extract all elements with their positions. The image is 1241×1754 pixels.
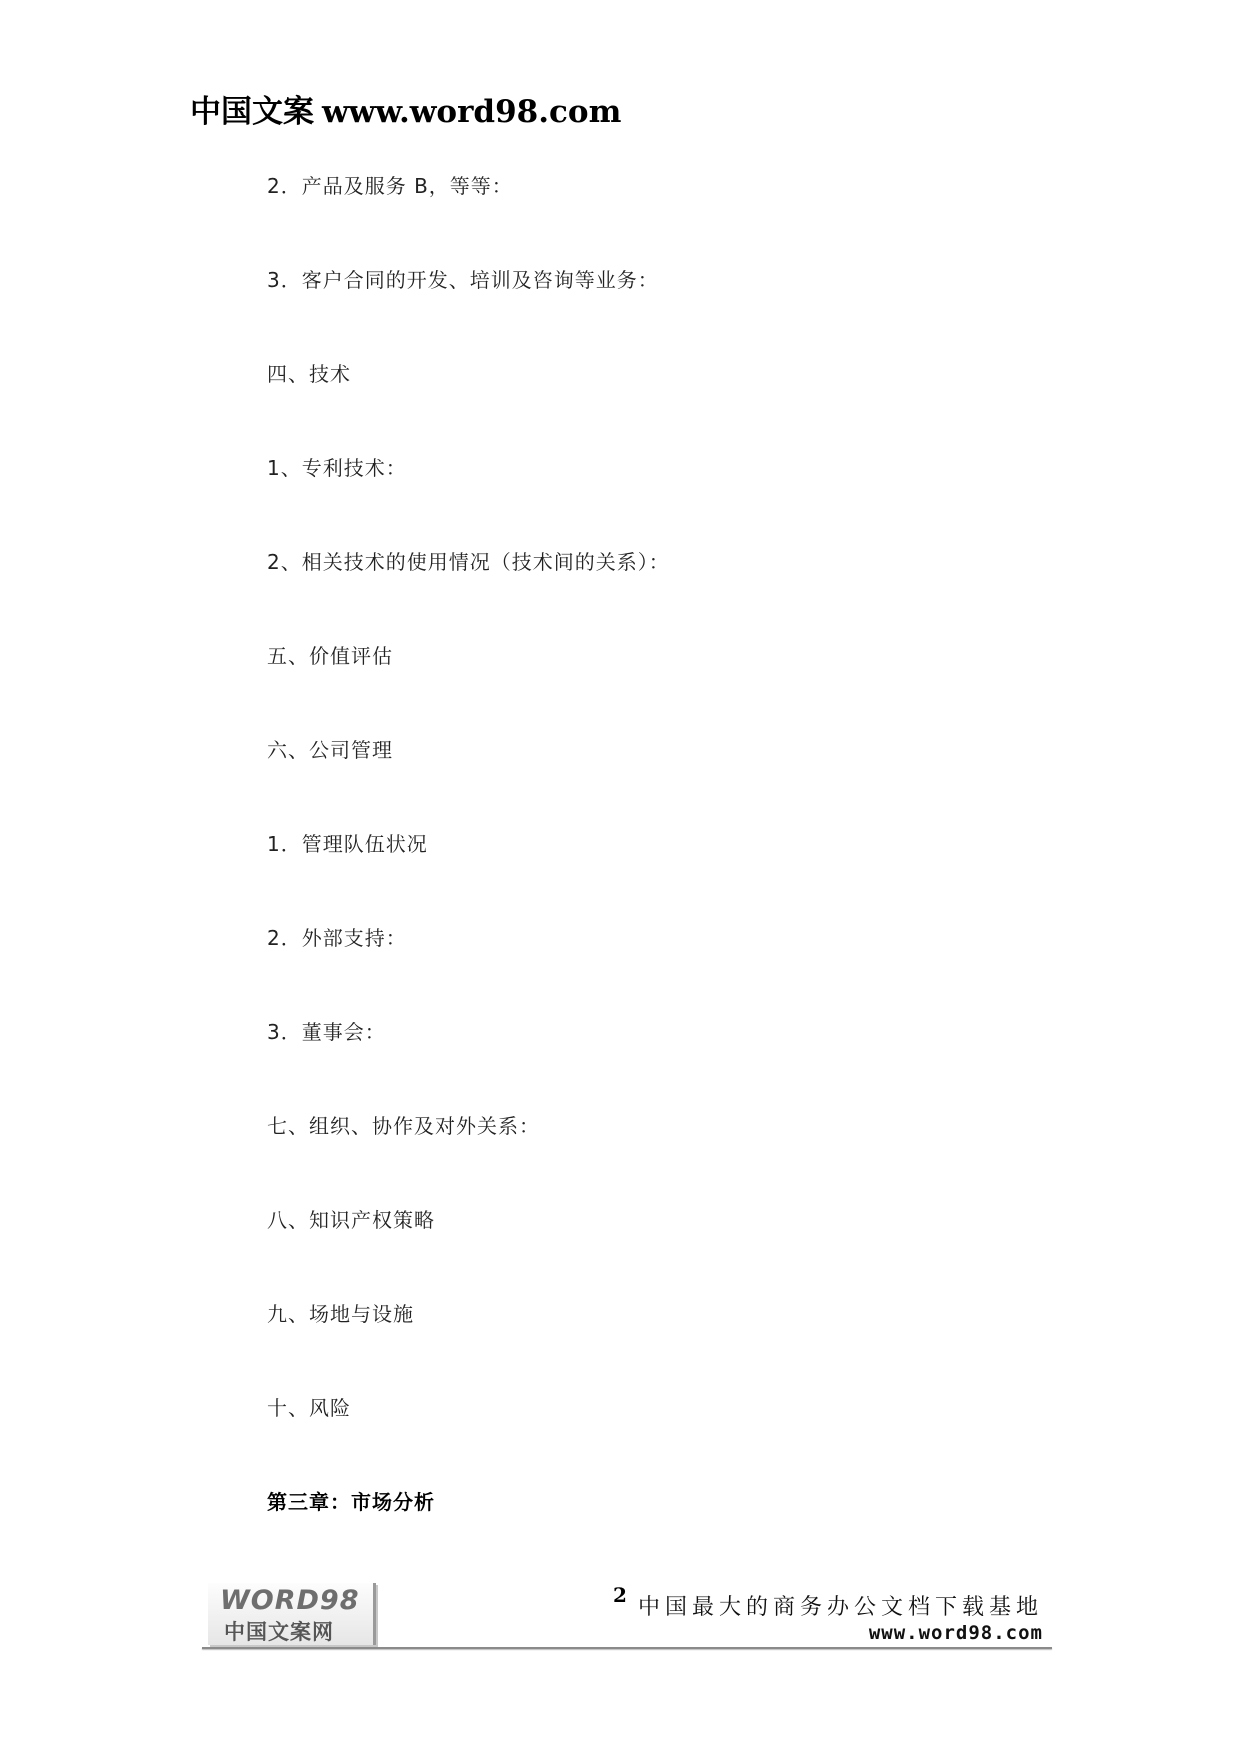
body-line: 2．外部支持： <box>267 926 407 950</box>
section-heading: 五、价值评估 <box>267 644 393 668</box>
section-heading: 九、场地与设施 <box>267 1302 414 1326</box>
section-heading: 六、公司管理 <box>267 738 393 762</box>
header-brand: 中国文案 <box>190 94 314 130</box>
section-heading: 八、知识产权策略 <box>267 1208 435 1232</box>
body-line: 1．管理队伍状况 <box>267 832 428 856</box>
body-line: 2、相关技术的使用情况（技术间的关系）： <box>267 550 670 574</box>
footer-divider <box>202 1647 1052 1649</box>
chapter-heading: 第三章：市场分析 <box>267 1490 435 1514</box>
header-site: www.word98.com <box>322 94 622 130</box>
body-line: 1、专利技术： <box>267 456 407 480</box>
page-number: 2 <box>613 1583 627 1607</box>
body-line: 2．产品及服务 B，等等： <box>267 174 513 198</box>
body-line: 3．客户合同的开发、培训及咨询等业务： <box>267 268 659 292</box>
logo-chinese-name: 中国文案网 <box>224 1620 334 1644</box>
body-line: 3．董事会： <box>267 1020 386 1044</box>
section-heading: 七、组织、协作及对外关系： <box>267 1114 540 1138</box>
footer-url: www.word98.com <box>868 1622 1043 1644</box>
section-heading: 四、技术 <box>267 362 351 386</box>
logo-wordmark: WORD98 <box>220 1585 360 1616</box>
section-heading: 十、风险 <box>267 1396 351 1420</box>
footer-slogan-text: 中国最大的商务办公文档下载基地 <box>637 1595 1043 1620</box>
footer-slogan <box>638 1590 1043 1644</box>
page-header <box>190 86 621 131</box>
footer-logo <box>208 1583 376 1645</box>
